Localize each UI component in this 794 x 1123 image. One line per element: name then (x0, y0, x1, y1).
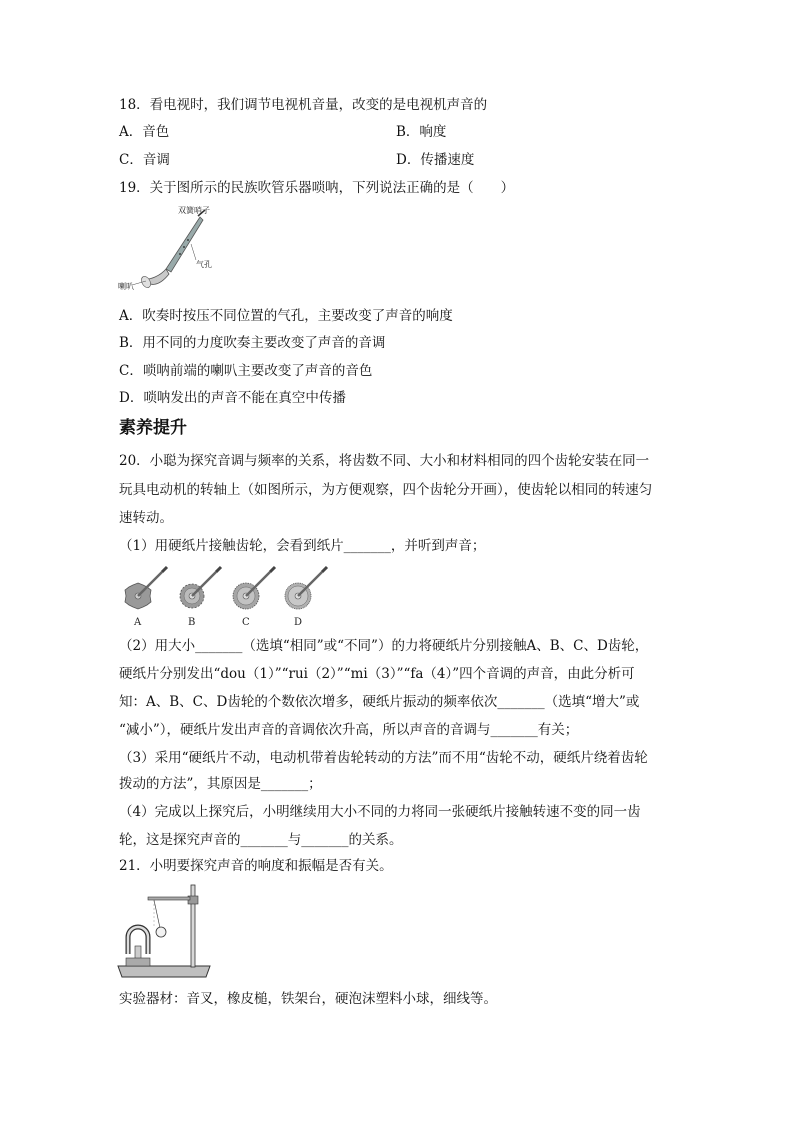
gears-figure (118, 563, 348, 629)
q19-option-c: C．唢呐前端的喇叭主要改变了声音的音色 (119, 363, 373, 379)
gear-label-b: B (188, 617, 196, 628)
q20-part4-line-2: 轮，这是探究声音的_______与_______的关系。 (119, 832, 403, 848)
label-hole: 气孔 (196, 260, 212, 269)
gear-label-a: A (134, 617, 142, 628)
q18-stem: 18．看电视时，我们调节电视机音量，改变的是电视机声音的 (119, 97, 488, 113)
q20-stem-line-1: 20．小聪为探究音调与频率的关系，将齿数不同、大小和材料相同的四个齿轮安装在同一 (119, 453, 650, 469)
q18-option-b: B．响度 (396, 124, 447, 140)
gear-c (233, 567, 275, 609)
q21-materials: 实验器材：音叉，橡皮槌，铁架台，硬泡沫塑料小球，细线等。 (119, 991, 497, 1007)
label-reed: 双簧哨子 (178, 206, 210, 215)
foam-ball (156, 927, 166, 937)
q19-option-b: B．用不同的力度吹奏主要改变了声音的音调 (119, 335, 386, 351)
tuning-fork-apparatus-figure (116, 882, 216, 982)
q20-part1: （1）用硬纸片接触齿轮，会看到纸片_______，并听到声音； (119, 538, 486, 554)
q20-stem-line-3: 速转动。 (119, 510, 173, 526)
q20-part2-line-1: （2）用大小_______（选填“相同”或“不同”）的力将硬纸片分别接触A、B、C、D齿轮， (119, 638, 649, 654)
gear-b (180, 567, 221, 608)
q20-part2-line-2: 硬纸片分别发出“dou（1）”“rui（2）”“mi（3）”“fa（4）”四个音调的声音，由此分析可 (119, 666, 635, 682)
gear-label-c: C (242, 617, 250, 628)
q19-option-a: A．吹奏时按压不同位置的气孔，主要改变了声音的响度 (119, 308, 453, 324)
section-title: 素养提升 (119, 418, 187, 438)
q19-option-d: D．唢呐发出的声音不能在真空中传播 (119, 390, 346, 406)
gear-d (285, 567, 327, 609)
thread (154, 900, 160, 928)
label-bell: 喇叭 (118, 282, 134, 291)
q20-part2-line-3: 知：A、B、C、D齿轮的个数依次增多，硬纸片振动的频率依次_______（选填“增大”或 (119, 694, 640, 710)
gear-label-d: D (294, 617, 303, 628)
q20-part3-line-1: （3）采用“硬纸片不动，电动机带着齿轮转动的方法”而不用“齿轮不动，硬纸片绕着齿轮 (119, 750, 648, 766)
stand-arm (148, 897, 190, 900)
stand-base (118, 966, 210, 977)
q18-option-d: D．传播速度 (396, 152, 475, 168)
q20-part4-line-1: （4）完成以上探究后，小明继续用大小不同的力将同一张硬纸片接触转速不变的同一齿 (119, 804, 641, 820)
fork-stand (126, 958, 150, 966)
gear-a (125, 567, 167, 609)
suona-figure (116, 202, 236, 302)
q20-part3-line-2: 拨动的方法”，其原因是_______； (119, 776, 322, 792)
q18-option-c: C．音调 (119, 152, 170, 168)
q18-option-a: A．音色 (119, 124, 170, 140)
q20-part2-line-4: “减小”），硬纸片发出声音的音调依次升高，所以声音的音调与_______有关； (119, 722, 579, 738)
q19-stem: 19．关于图所示的民族吹管乐器唢呐，下列说法正确的是（ ） (119, 180, 515, 196)
q20-stem-line-2: 玩具电动机的转轴上（如图所示，为方便观察，四个齿轮分开画），使齿轮以相同的转速匀 (119, 482, 653, 498)
q21-stem: 21．小明要探究声音的响度和振幅是否有关。 (119, 858, 393, 874)
